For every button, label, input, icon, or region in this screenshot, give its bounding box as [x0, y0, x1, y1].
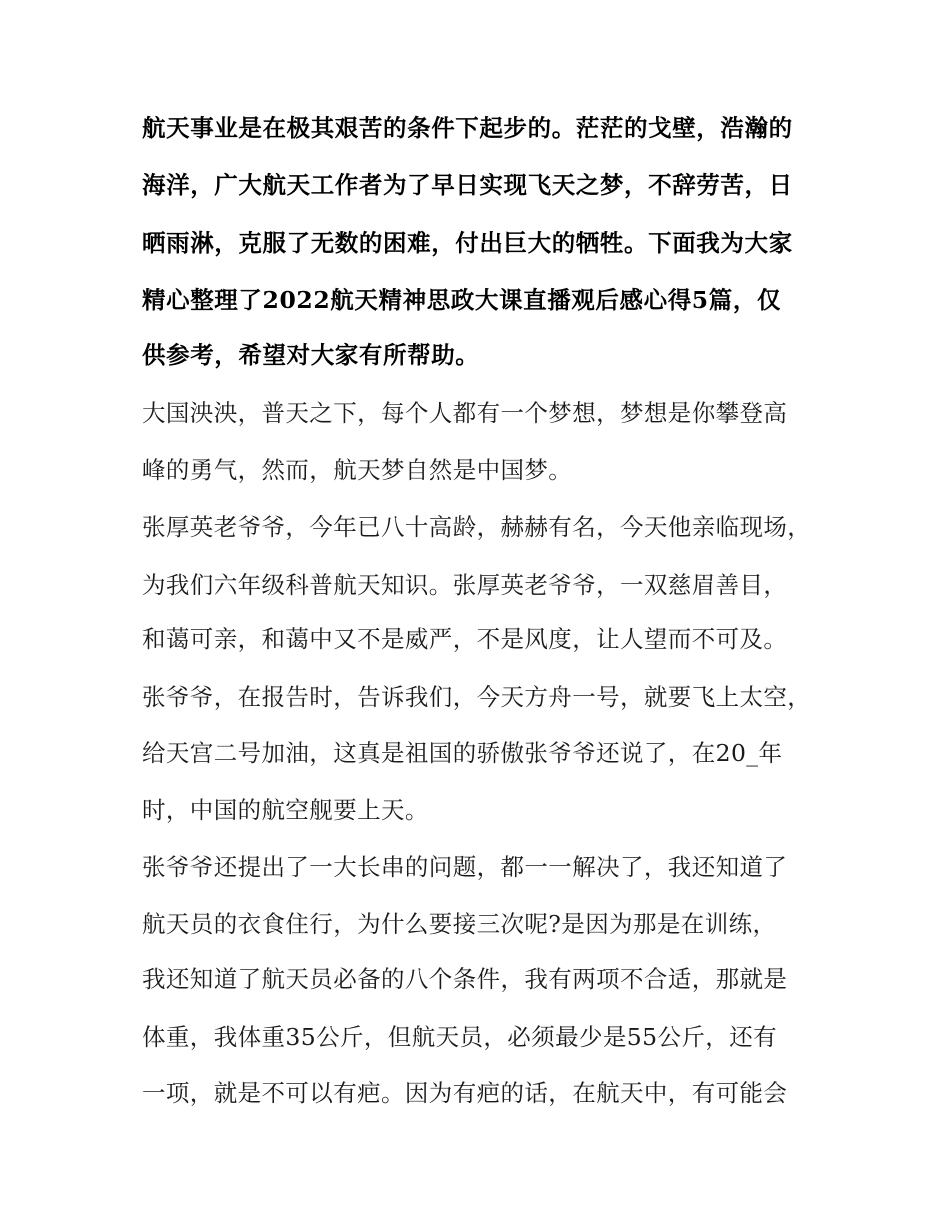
intro-line: 精心整理了2022航天精神思政大课直播观后感心得5篇，仅: [142, 286, 782, 314]
body-line: 张爷爷还提出了一大长串的问题，都一一解决了，我还知道了: [142, 853, 788, 881]
body-line: 给天宫二号加油，这真是祖国的骄傲张爷爷还说了，在20_年: [142, 739, 783, 767]
intro-line: 晒雨淋，克服了无数的困难，付出巨大的牺牲。下面我为大家: [142, 229, 793, 257]
body-line: 大国泱泱，普天之下，每个人都有一个梦想，梦想是你攀登高: [142, 399, 788, 427]
body-line: 我还知道了航天员必备的八个条件，我有两项不合适，那就是: [142, 965, 788, 993]
intro-line: 航天事业是在极其艰苦的条件下起步的。茫茫的戈壁，浩瀚的: [142, 114, 793, 142]
intro-line: 供参考，希望对大家有所帮助。: [142, 341, 480, 369]
body-line: 和蔼可亲，和蔼中又不是威严，不是风度，让人望而不可及。: [142, 625, 788, 653]
body-line: 峰的勇气，然而，航天梦自然是中国梦。: [142, 456, 573, 484]
body-line: 张爷爷，在报告时，告诉我们，今天方舟一号，就要飞上太空，: [142, 683, 812, 711]
body-line: 一项，就是不可以有疤。因为有疤的话，在航天中，有可能会: [142, 1079, 788, 1107]
body-line: 航天员的衣食住行，为什么要接三次呢?是因为那是在训练，: [142, 910, 777, 938]
body-line: 张厚英老爷爷，今年已八十高龄，赫赫有名，今天他亲临现场，: [142, 513, 812, 541]
intro-line: 海洋，广大航天工作者为了早日实现飞天之梦，不辞劳苦，日: [142, 171, 793, 199]
body-line: 为我们六年级科普航天知识。张厚英老爷爷，一双慈眉善目，: [142, 571, 788, 599]
body-line: 体重，我体重35公斤，但航天员，必须最少是55公斤，还有: [142, 1023, 778, 1051]
body-line: 时，中国的航空舰要上天。: [142, 796, 429, 824]
